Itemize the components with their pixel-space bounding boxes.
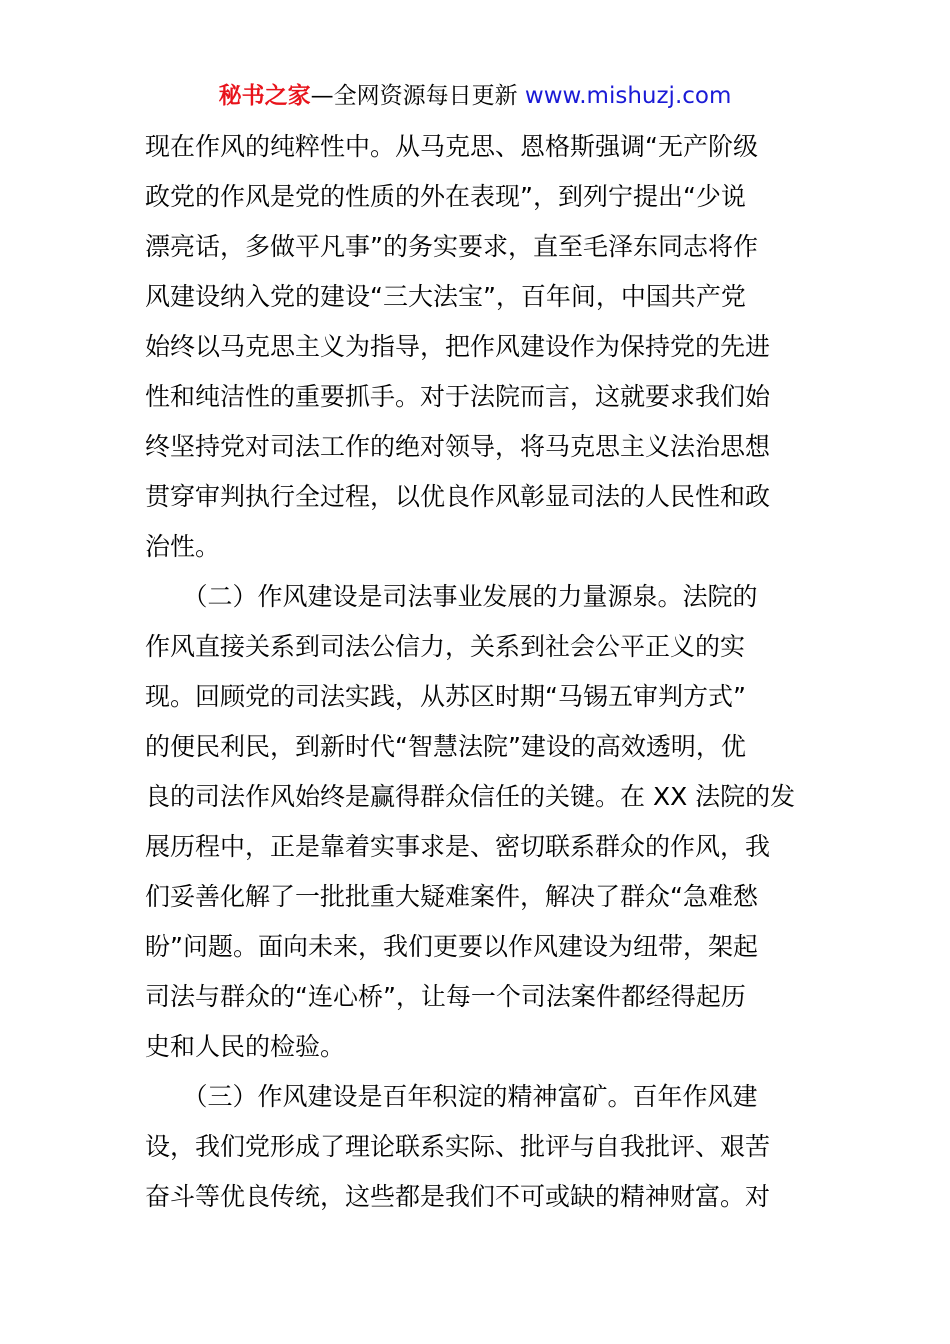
text-line: 展历程中，正是靠着实事求是、密切联系群众的作风，我 bbox=[145, 832, 771, 861]
text-line: 终坚持党对司法工作的绝对领导，将马克思主义法治思想 bbox=[145, 432, 771, 461]
paragraph-start-line: （二）作风建设是司法事业发展的力量源泉。法院的 bbox=[145, 582, 758, 611]
text-line: 们妥善化解了一批批重大疑难案件，解决了群众“急难愁 bbox=[145, 882, 758, 911]
text-line: 漂亮话，多做平凡事”的务实要求，直至毛泽东同志将作 bbox=[145, 232, 758, 261]
site-url[interactable]: www.mishuzj.com bbox=[524, 83, 732, 109]
site-header bbox=[0, 80, 950, 112]
text-line: 奋斗等优良传统，这些都是我们不可或缺的精神财富。对 bbox=[145, 1182, 771, 1211]
text-line: 司法与群众的“连心桥”，让每一个司法案件都经得起历 bbox=[145, 982, 746, 1011]
text-line: 现。回顾党的司法实践，从苏区时期“马锡五审判方式” bbox=[145, 682, 746, 711]
text-line: 治性。 bbox=[145, 532, 221, 561]
document-body bbox=[145, 122, 807, 1222]
paragraph-start-line: （三）作风建设是百年积淀的精神富矿。百年作风建 bbox=[145, 1082, 758, 1111]
text-line: 贯穿审判执行全过程，以优良作风彰显司法的人民性和政 bbox=[145, 482, 771, 511]
text-line: 现在作风的纯粹性中。从马克思、恩格斯强调“无产阶级 bbox=[145, 132, 758, 161]
text-line: 史和人民的检验。 bbox=[145, 1032, 346, 1061]
text-line: 作风直接关系到司法公信力，关系到社会公平正义的实 bbox=[145, 632, 746, 661]
text-line: 政党的作风是党的性质的外在表现”，到列宁提出“少说 bbox=[145, 182, 746, 211]
text-line: 风建设纳入党的建设“三大法宝”，百年间，中国共产党 bbox=[145, 282, 746, 311]
text-line: 性和纯洁性的重要抓手。对于法院而言，这就要求我们始 bbox=[145, 382, 771, 411]
site-brand: 秘书之家 bbox=[218, 83, 311, 109]
text-line: 设，我们党形成了理论联系实际、批评与自我批评、艰苦 bbox=[145, 1132, 771, 1161]
text-line: 盼”问题。面向未来，我们更要以作风建设为纽带，架起 bbox=[145, 932, 758, 961]
text-line: 的便民利民，到新时代“智慧法院”建设的高效透明，优 bbox=[145, 732, 746, 761]
text-line: 始终以马克思主义为指导，把作风建设作为保持党的先进 bbox=[145, 332, 771, 361]
site-tagline: —全网资源每日更新 bbox=[310, 83, 525, 109]
text-line: 良的司法作风始终是赢得群众信任的关键。在 XX 法院的发 bbox=[145, 782, 796, 811]
